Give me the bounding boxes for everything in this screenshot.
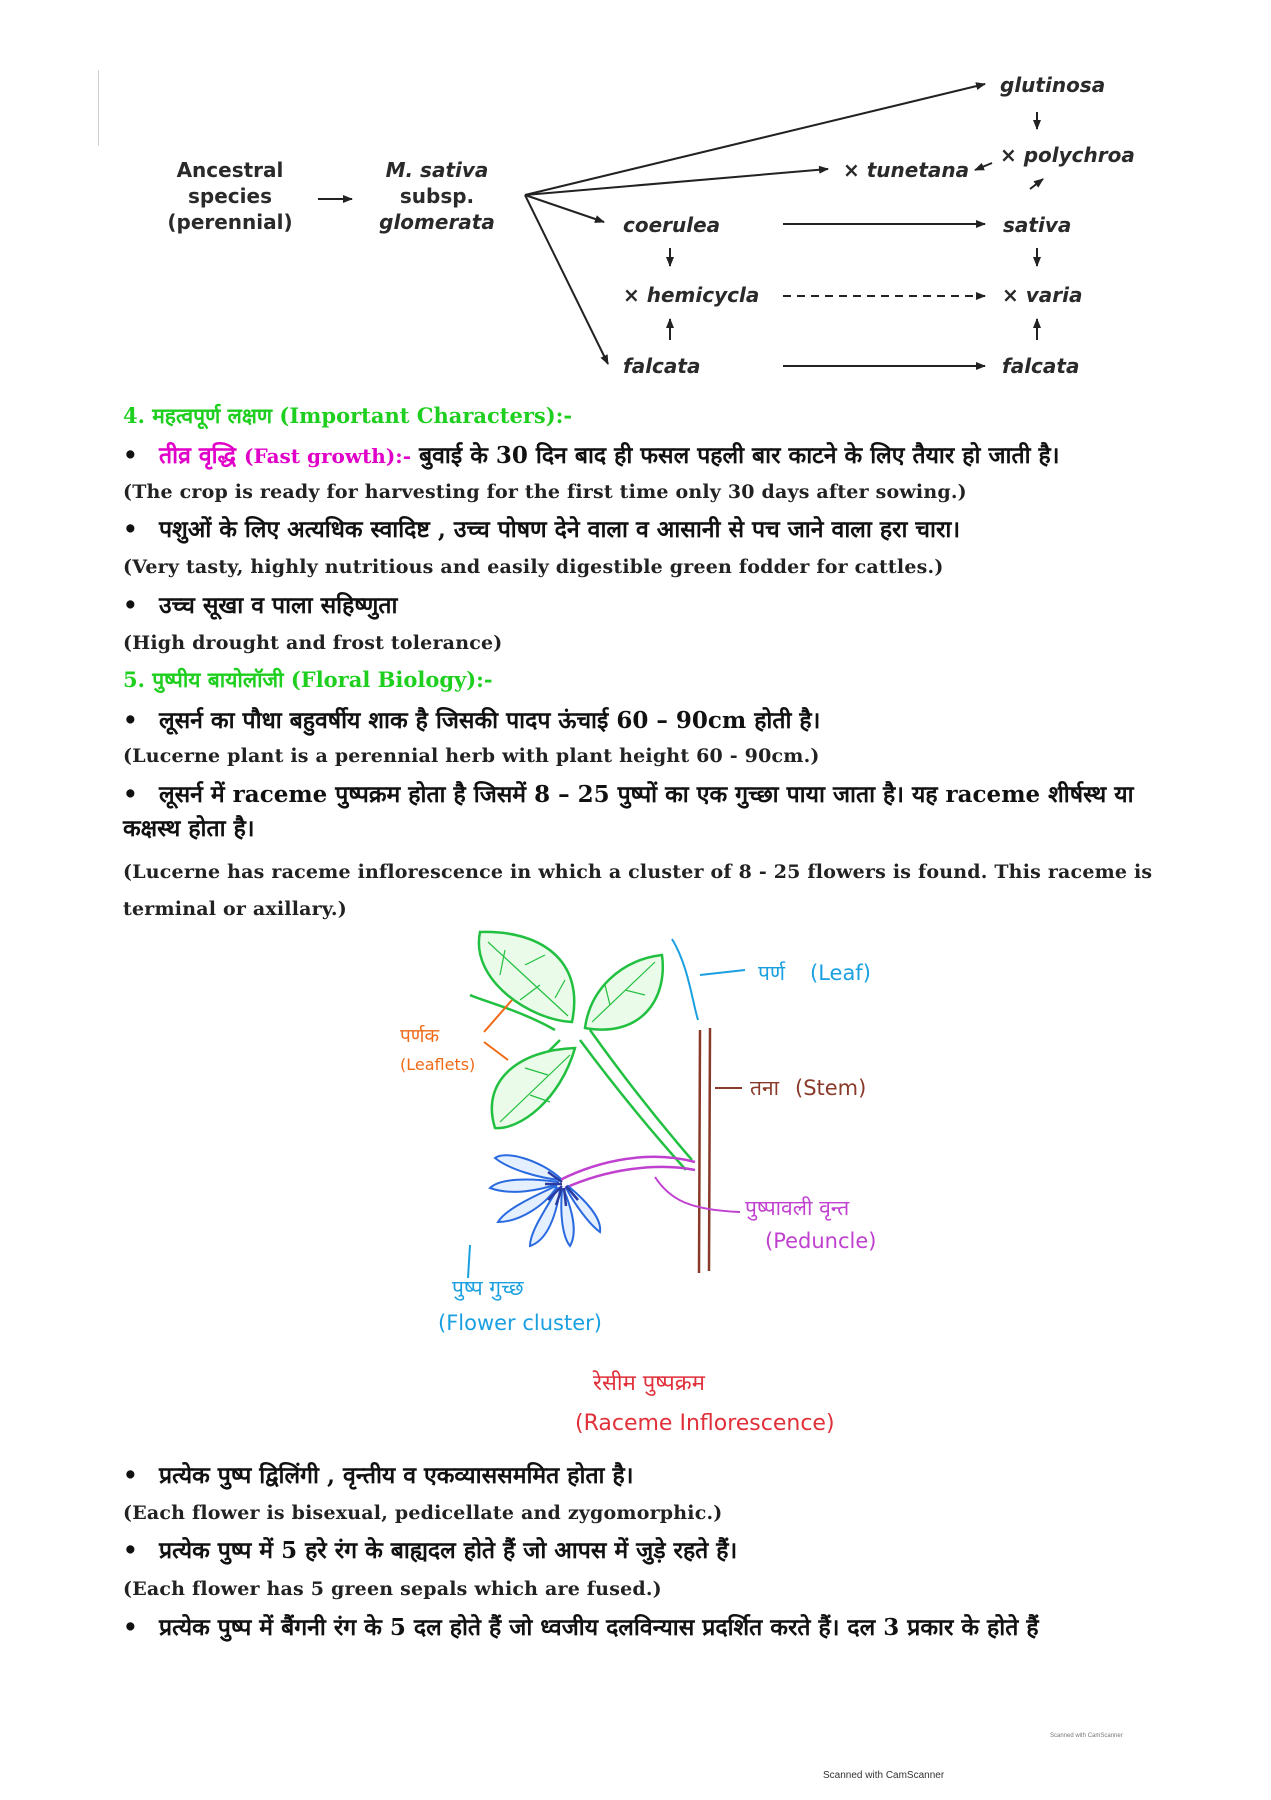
- leaflets-pointer: [484, 1000, 512, 1060]
- arrow-to-tunetana: [525, 169, 828, 195]
- bullet-dot: •: [123, 707, 138, 734]
- fodder-bullet: [123, 512, 960, 544]
- label-cluster-en: (Flower cluster): [438, 1311, 602, 1335]
- camscanner-watermark: Scanned with CamScanner: [1050, 1733, 1123, 1739]
- flower-cluster-drawing: [490, 1155, 600, 1246]
- caption-en: (Raceme Inflorescence): [575, 1411, 835, 1436]
- arrow-to-falcata: [525, 195, 608, 364]
- bullet-dot: •: [123, 781, 138, 808]
- node-tunetana: × tunetana: [843, 158, 970, 182]
- bisexual-english: (Each flower is bisexual, pedicellate and zygomorphic.): [123, 1502, 723, 1524]
- section-5-heading-en: (Floral Biology):-: [290, 667, 493, 692]
- bullet-dot: •: [123, 1537, 138, 1564]
- label-leaflets-hi: पर्णक: [400, 1025, 440, 1047]
- leaf-pointer: [468, 939, 745, 1278]
- node-polychroa: × polychroa: [1000, 143, 1135, 167]
- node-falcata-left: falcata: [623, 354, 701, 378]
- stem-drawing: [699, 1028, 710, 1273]
- tolerance-text: उच्च सूखा व पाला सहिष्णुता: [159, 592, 398, 619]
- plant-height-english: (Lucerne plant is a perennial herb with plant height 60 - 90cm.): [123, 745, 820, 767]
- section-5-heading-hi: 5. पुष्पीय बायोलॉजी: [123, 667, 284, 692]
- petals-bullet: [123, 1610, 1039, 1642]
- arrow-polychroa-to-tunetana: [975, 163, 992, 170]
- leaf-veins: [488, 942, 655, 1122]
- section-4-heading-hi: 4. महत्वपूर्ण लक्षण: [123, 403, 273, 428]
- fast-growth-bullet: [123, 438, 1060, 470]
- label-peduncle-hi: पुष्पावली वृन्त: [745, 1196, 850, 1220]
- plant-height-text: लूसर्न का पौधा बहुवर्षीय शाक है जिसकी पादप ऊंचाई 60 – 90cm होती है।: [159, 707, 821, 734]
- label-stem-hi: तना: [750, 1076, 780, 1100]
- node-varia: × varia: [1002, 283, 1083, 307]
- leaflets-drawing: [479, 932, 663, 1128]
- plant-height-bullet: [123, 703, 820, 735]
- section-4-heading: [123, 402, 572, 430]
- fodder-text: पशुओं के लिए अत्यधिक स्वादिष्ट , उच्च पोषण देने वाला व आसानी से पच जाने वाला हरा चारा।: [159, 516, 961, 543]
- evolution-diagram: [0, 0, 1271, 390]
- label-cluster-hi: पुष्प गुच्छ: [452, 1276, 524, 1300]
- peduncle-drawing: [560, 1157, 695, 1188]
- fodder-english: (Very tasty, highly nutritious and easily digestible green fodder for cattles.): [123, 556, 944, 578]
- ancestral-line-1: Ancestral: [176, 158, 284, 182]
- section-5-heading: [123, 666, 493, 694]
- label-stem-en: (Stem): [795, 1076, 867, 1100]
- section-4-heading-en: (Important Characters):-: [279, 403, 573, 428]
- bullet-dot: •: [123, 442, 138, 469]
- sepals-bullet: [123, 1533, 737, 1565]
- fast-growth-english: (The crop is ready for harvesting for the first time only 30 days after sowing.): [123, 481, 967, 503]
- node-falcata-right: falcata: [1002, 354, 1080, 378]
- peduncle-pointer: [655, 1177, 740, 1212]
- pedicels: [545, 1172, 578, 1206]
- bullet-dot: •: [123, 1462, 138, 1489]
- label-leaf-en: (Leaf): [810, 961, 871, 985]
- bullet-dot: •: [123, 516, 138, 543]
- node-sativa: sativa: [1003, 213, 1072, 237]
- caption-hi: रेसीम पुष्पक्रम: [593, 1371, 705, 1396]
- scanned-footer: Scanned with CamScanner: [823, 1770, 945, 1781]
- label-leaf-hi: पर्ण: [758, 961, 786, 985]
- bisexual-bullet: [123, 1458, 633, 1490]
- ancestral-line-3: (perennial): [167, 210, 293, 234]
- arrow-sativa-to-polychroa: [1030, 179, 1043, 189]
- ancestral-line-2: species: [188, 184, 272, 208]
- fast-growth-label-en: (Fast growth):-: [244, 444, 411, 468]
- msativa-line-1: M. sativa: [385, 158, 489, 182]
- tolerance-bullet: [123, 588, 397, 620]
- sepals-text: प्रत्येक पुष्प में 5 हरे रंग के बाह्यदल होते हैं जो आपस में जुड़े रहते हैं।: [159, 1537, 738, 1564]
- fast-growth-label-hi: तीव्र वृद्धि: [159, 442, 236, 469]
- leaf-stalk: [470, 995, 692, 1170]
- node-glutinosa: glutinosa: [1000, 73, 1106, 97]
- petals-text: प्रत्येक पुष्प में बैंगनी रंग के 5 दल होते हैं जो ध्वजीय दलविन्यास प्रदर्शित करते हैं। दल 3 प्रकार के होते हैं: [159, 1614, 1039, 1641]
- fast-growth-text: बुवाई के 30 दिन बाद ही फसल पहली बार काटने के लिए तैयार हो जाती है।: [419, 442, 1060, 469]
- node-coerulea: coerulea: [623, 213, 721, 237]
- tolerance-english: (High drought and frost tolerance): [123, 632, 503, 654]
- sepals-english: (Each flower has 5 green sepals which are fused.): [123, 1578, 662, 1600]
- bisexual-text: प्रत्येक पुष्प द्विलिंगी , वृन्तीय व एकव्याससममित होता है।: [159, 1462, 634, 1489]
- label-peduncle-en: (Peduncle): [765, 1229, 877, 1253]
- raceme-english: (Lucerne has raceme inflorescence in which a cluster of 8 - 25 flowers is found. This raceme is terminal or axillary.): [123, 861, 1153, 920]
- node-hemicycla: × hemicycla: [623, 283, 760, 307]
- raceme-bullet: [123, 778, 1163, 846]
- msativa-line-2: subsp.: [399, 184, 475, 208]
- msativa-line-3: glomerata: [379, 210, 495, 234]
- label-leaflets-en: (Leaflets): [400, 1055, 476, 1074]
- bullet-dot: •: [123, 592, 138, 619]
- raceme-text: लूसर्न में raceme पुष्पक्रम होता है जिसमें 8 – 25 पुष्पों का एक गुच्छा पाया जाता है। यह raceme शीर्षस्थ या कक्षस्थ होता है।: [123, 781, 1134, 842]
- bullet-dot: •: [123, 1614, 138, 1641]
